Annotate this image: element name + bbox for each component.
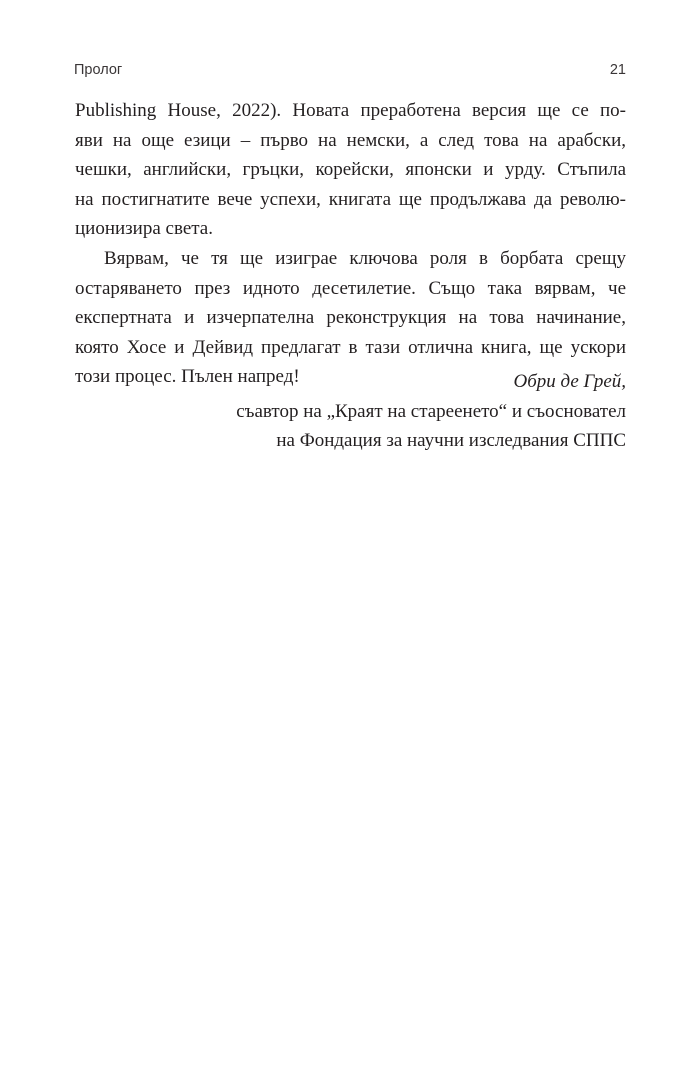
paragraph-line: чешки, английски, гръцки, корейски, японски и урду. Стъпила [75, 159, 626, 181]
paragraph-line: на постигнатите вече успехи, книгата ще продължава да револю- [75, 188, 626, 210]
paragraph-line: Вярвам, че тя ще изиграе ключова роля в борбата срещу [104, 247, 626, 269]
paragraph-line: която Хосе и Дейвид предлагат в тази отлична книга, ще ускори [75, 336, 626, 358]
body-text [75, 96, 626, 392]
paragraph-line: Publishing House, 2022). Новата преработена версия ще се по- [75, 100, 626, 121]
signature-role-line: на Фондация за научни изследвания СППС [276, 430, 626, 452]
paragraph-1 [75, 96, 626, 244]
page-number: 21 [609, 62, 626, 78]
paragraph-line: този процес. Пълен напред! [75, 366, 300, 388]
paragraph-line: яви на още езици – първо на немски, а след това на арабски, [75, 129, 626, 151]
paragraph-line: експертната и изчерпателна реконструкция на това начинание, [75, 307, 626, 329]
signature-block [236, 367, 626, 456]
paragraph-line: остаряването през идното десетилетие. Също така вярвам, че [75, 277, 626, 299]
running-head [74, 62, 626, 82]
signature-role-line: съавтор на „Краят на стареенето“ и съосновател [236, 400, 626, 422]
running-head-section-title: Пролог [74, 62, 123, 78]
signature-author: Обри де Грей, [513, 371, 626, 392]
paragraph-line: ционизира света. [75, 218, 213, 240]
